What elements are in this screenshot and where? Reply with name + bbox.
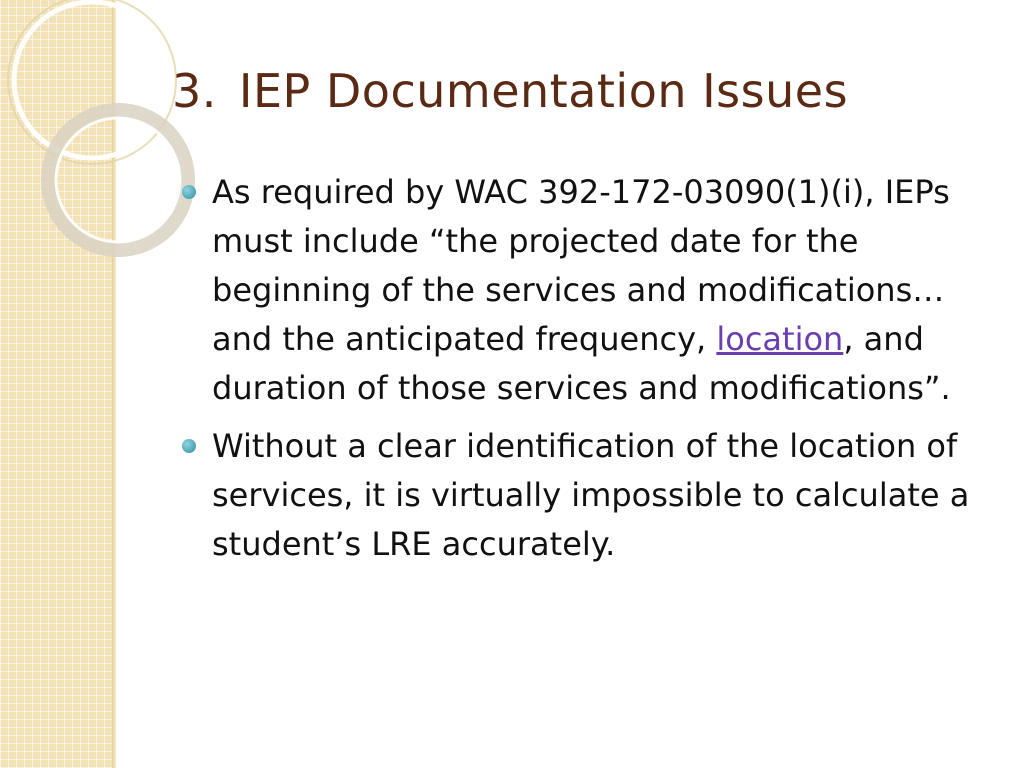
bullet-1-text-after-link: , and duration of those services and modifications”. (212, 320, 951, 407)
bullet-2-text: Without a clear identification of the location of services, it is virtually impossible to calculate a student’s LRE accurately. (212, 427, 970, 563)
concentric-circles-decoration (0, 0, 200, 260)
round-bullet-icon (182, 439, 196, 453)
title-text: IEP Documentation Issues (238, 64, 849, 118)
slide-title (172, 66, 848, 117)
round-bullet-icon (182, 185, 196, 199)
title-number: 3. (172, 64, 217, 118)
bullet-item-2 (182, 422, 982, 569)
location-link[interactable]: location (716, 320, 844, 358)
bullet-item-1 (182, 168, 982, 413)
bullet-1-text-before-link: As required by WAC 392-172-03090(1)(i), IEPs must include “the projected date for the beginning of the services and modifications… and the anticipated frequency, (212, 173, 950, 358)
bullet-list (182, 168, 982, 578)
